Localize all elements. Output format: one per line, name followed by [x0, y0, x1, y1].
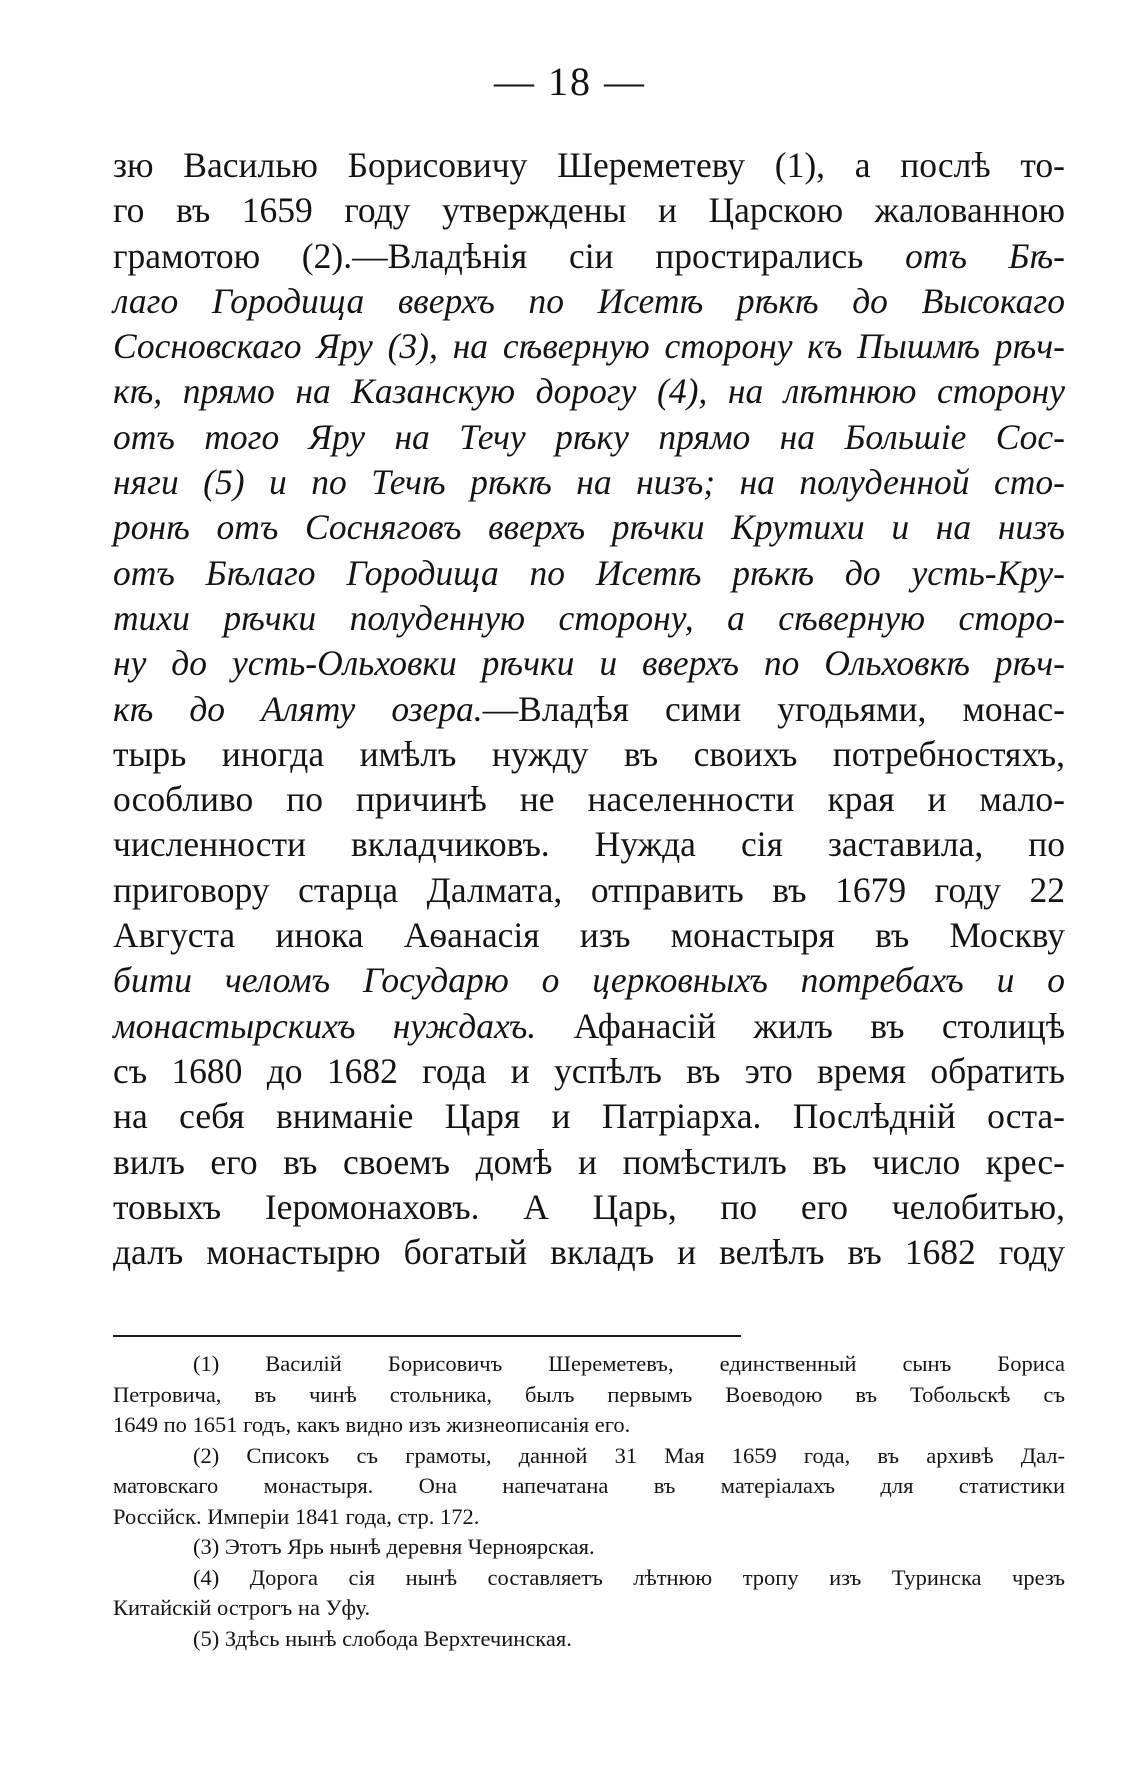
page-number: — 18 — [494, 59, 646, 104]
text-line [113, 505, 1065, 550]
footnote-line: Петровича, въ чинѣ стольника, былъ первымъ Воеводою въ Тобольскѣ съ [113, 1381, 1065, 1407]
text-line [113, 143, 1065, 188]
text-segment: Августа инока Аѳанасія изъ монастыря въ Москву [113, 915, 1065, 956]
text-segment: съ 1680 до 1682 года и успѣлъ въ это время обратить [113, 1050, 1065, 1091]
footnote-line: (3) Этотъ Ярь нынѣ деревня Черноярская. [193, 1534, 595, 1559]
text-segment: вилъ его въ своемъ домѣ и помѣстилъ въ число крес- [113, 1141, 1065, 1182]
text-segment: зю Василью Борисовичу Шереметеву (1), а послѣ то- [113, 145, 1065, 185]
footnotes [113, 1349, 1065, 1654]
text-segment: численности вкладчиковъ. Нужда сія заставила, по [113, 824, 1065, 865]
italic-segment: отъ Бѣлаго Городища по Исетѣ рѣкѣ до усть-Кру- [113, 552, 1065, 593]
text-line [113, 369, 1065, 414]
text-line [113, 324, 1065, 369]
footnote-line: (1) Василій Борисовичъ Шереметевъ, единственный сынъ Бориса [193, 1351, 1065, 1376]
text-line [113, 234, 1065, 279]
text-line [113, 732, 1065, 777]
text-segment: Афанасій жилъ въ столицѣ [536, 1005, 1065, 1046]
italic-segment: ронѣ отъ Сосняговъ вверхъ рѣчки Крутихи и на низъ [113, 507, 1065, 548]
text-line [113, 822, 1065, 867]
text-line [113, 1140, 1065, 1185]
text-line [113, 460, 1065, 505]
footnote-line: (2) Списокъ съ грамоты, данной 31 Мая 1659 года, въ архивѣ Дал- [193, 1442, 1065, 1468]
footnote-line: Россійск. Имперіи 1841 года, стр. 172. [113, 1503, 480, 1529]
text-line [113, 687, 1065, 732]
footnote-line: Китайскій острогъ на Уфу. [113, 1595, 371, 1620]
text-line [113, 913, 1065, 958]
text-line [113, 188, 1065, 233]
text-segment: тырь иногда имѣлъ нужду въ своихъ потребностяхъ, [113, 733, 1065, 774]
text-segment: грамотою (2).—Владѣнія сіи простирались [113, 235, 906, 276]
main-text [113, 143, 1065, 1275]
text-line [113, 1094, 1065, 1139]
text-line [113, 1230, 1065, 1275]
text-line [113, 551, 1065, 596]
text-segment: товыхъ Іеромонаховъ. А Царь, по его челобитью, [113, 1186, 1065, 1227]
text-segment: далъ монастырю богатый вкладъ и велѣлъ въ 1682 году [113, 1232, 1065, 1273]
italic-segment: Сосновскаго Яру (3), на сѣверную сторону къ Пышмѣ рѣч- [113, 326, 1065, 367]
text-line [113, 777, 1065, 822]
italic-segment: лаго Городища вверхъ по Исетѣ рѣкѣ до Высокаго [113, 280, 1065, 321]
italic-segment: отъ Бѣ- [905, 235, 1065, 276]
footnote-line: (5) Здѣсь нынѣ слобода Верхтечинская. [193, 1625, 572, 1651]
italic-segment: бити челомъ Государю о церковныхъ потребахъ и о [113, 960, 1065, 1001]
italic-segment: отъ того Яру на Течу рѣку прямо на Большіе Сос- [113, 416, 1065, 457]
italic-segment: кѣ, прямо на Казанскую дорогу (4), на лѣтнюю сторону [113, 371, 1065, 412]
italic-segment: тихи рѣчки полуденную сторону, а сѣверную сторо- [113, 597, 1065, 638]
text-line [113, 641, 1065, 686]
text-line [113, 279, 1065, 324]
footnote-divider [113, 1335, 741, 1337]
italic-segment: монастырскихъ нуждахъ. [113, 1005, 537, 1046]
footnote-line: 1649 по 1651 годъ, какъ видно изъ жизнеописанія его. [113, 1412, 631, 1437]
italic-segment: няги (5) и по Течѣ рѣкѣ на низъ; на полуденной сто- [113, 462, 1065, 503]
text-segment: го въ 1659 году утверждены и Царскою жалованною [113, 190, 1065, 231]
text-line [113, 415, 1065, 460]
text-segment: приговору старца Далмата, отправить въ 1679 году 22 [113, 869, 1065, 910]
text-line [113, 596, 1065, 641]
footnote-line: (4) Дорога сія нынѣ составляетъ лѣтнюю тропу изъ Туринска чрезъ [193, 1564, 1065, 1590]
text-line [113, 1004, 1065, 1049]
text-line [113, 958, 1065, 1003]
footnote-line: матовскаго монастыря. Она напечатана въ матеріалахъ для статистики [113, 1473, 1065, 1498]
text-line [113, 868, 1065, 913]
text-segment: —Владѣя сими угодьями, монас- [482, 688, 1065, 729]
text-segment: на себя вниманіе Царя и Патріарха. Послѣдній оста- [113, 1096, 1065, 1137]
italic-segment: кѣ до Аляту озера. [113, 688, 483, 729]
italic-segment: ну до усть-Ольховки рѣчки и вверхъ по Ольховкѣ рѣч- [113, 643, 1065, 684]
text-line [113, 1049, 1065, 1094]
text-line [113, 1185, 1065, 1230]
text-segment: особливо по причинѣ не населенности края и мало- [113, 779, 1065, 820]
